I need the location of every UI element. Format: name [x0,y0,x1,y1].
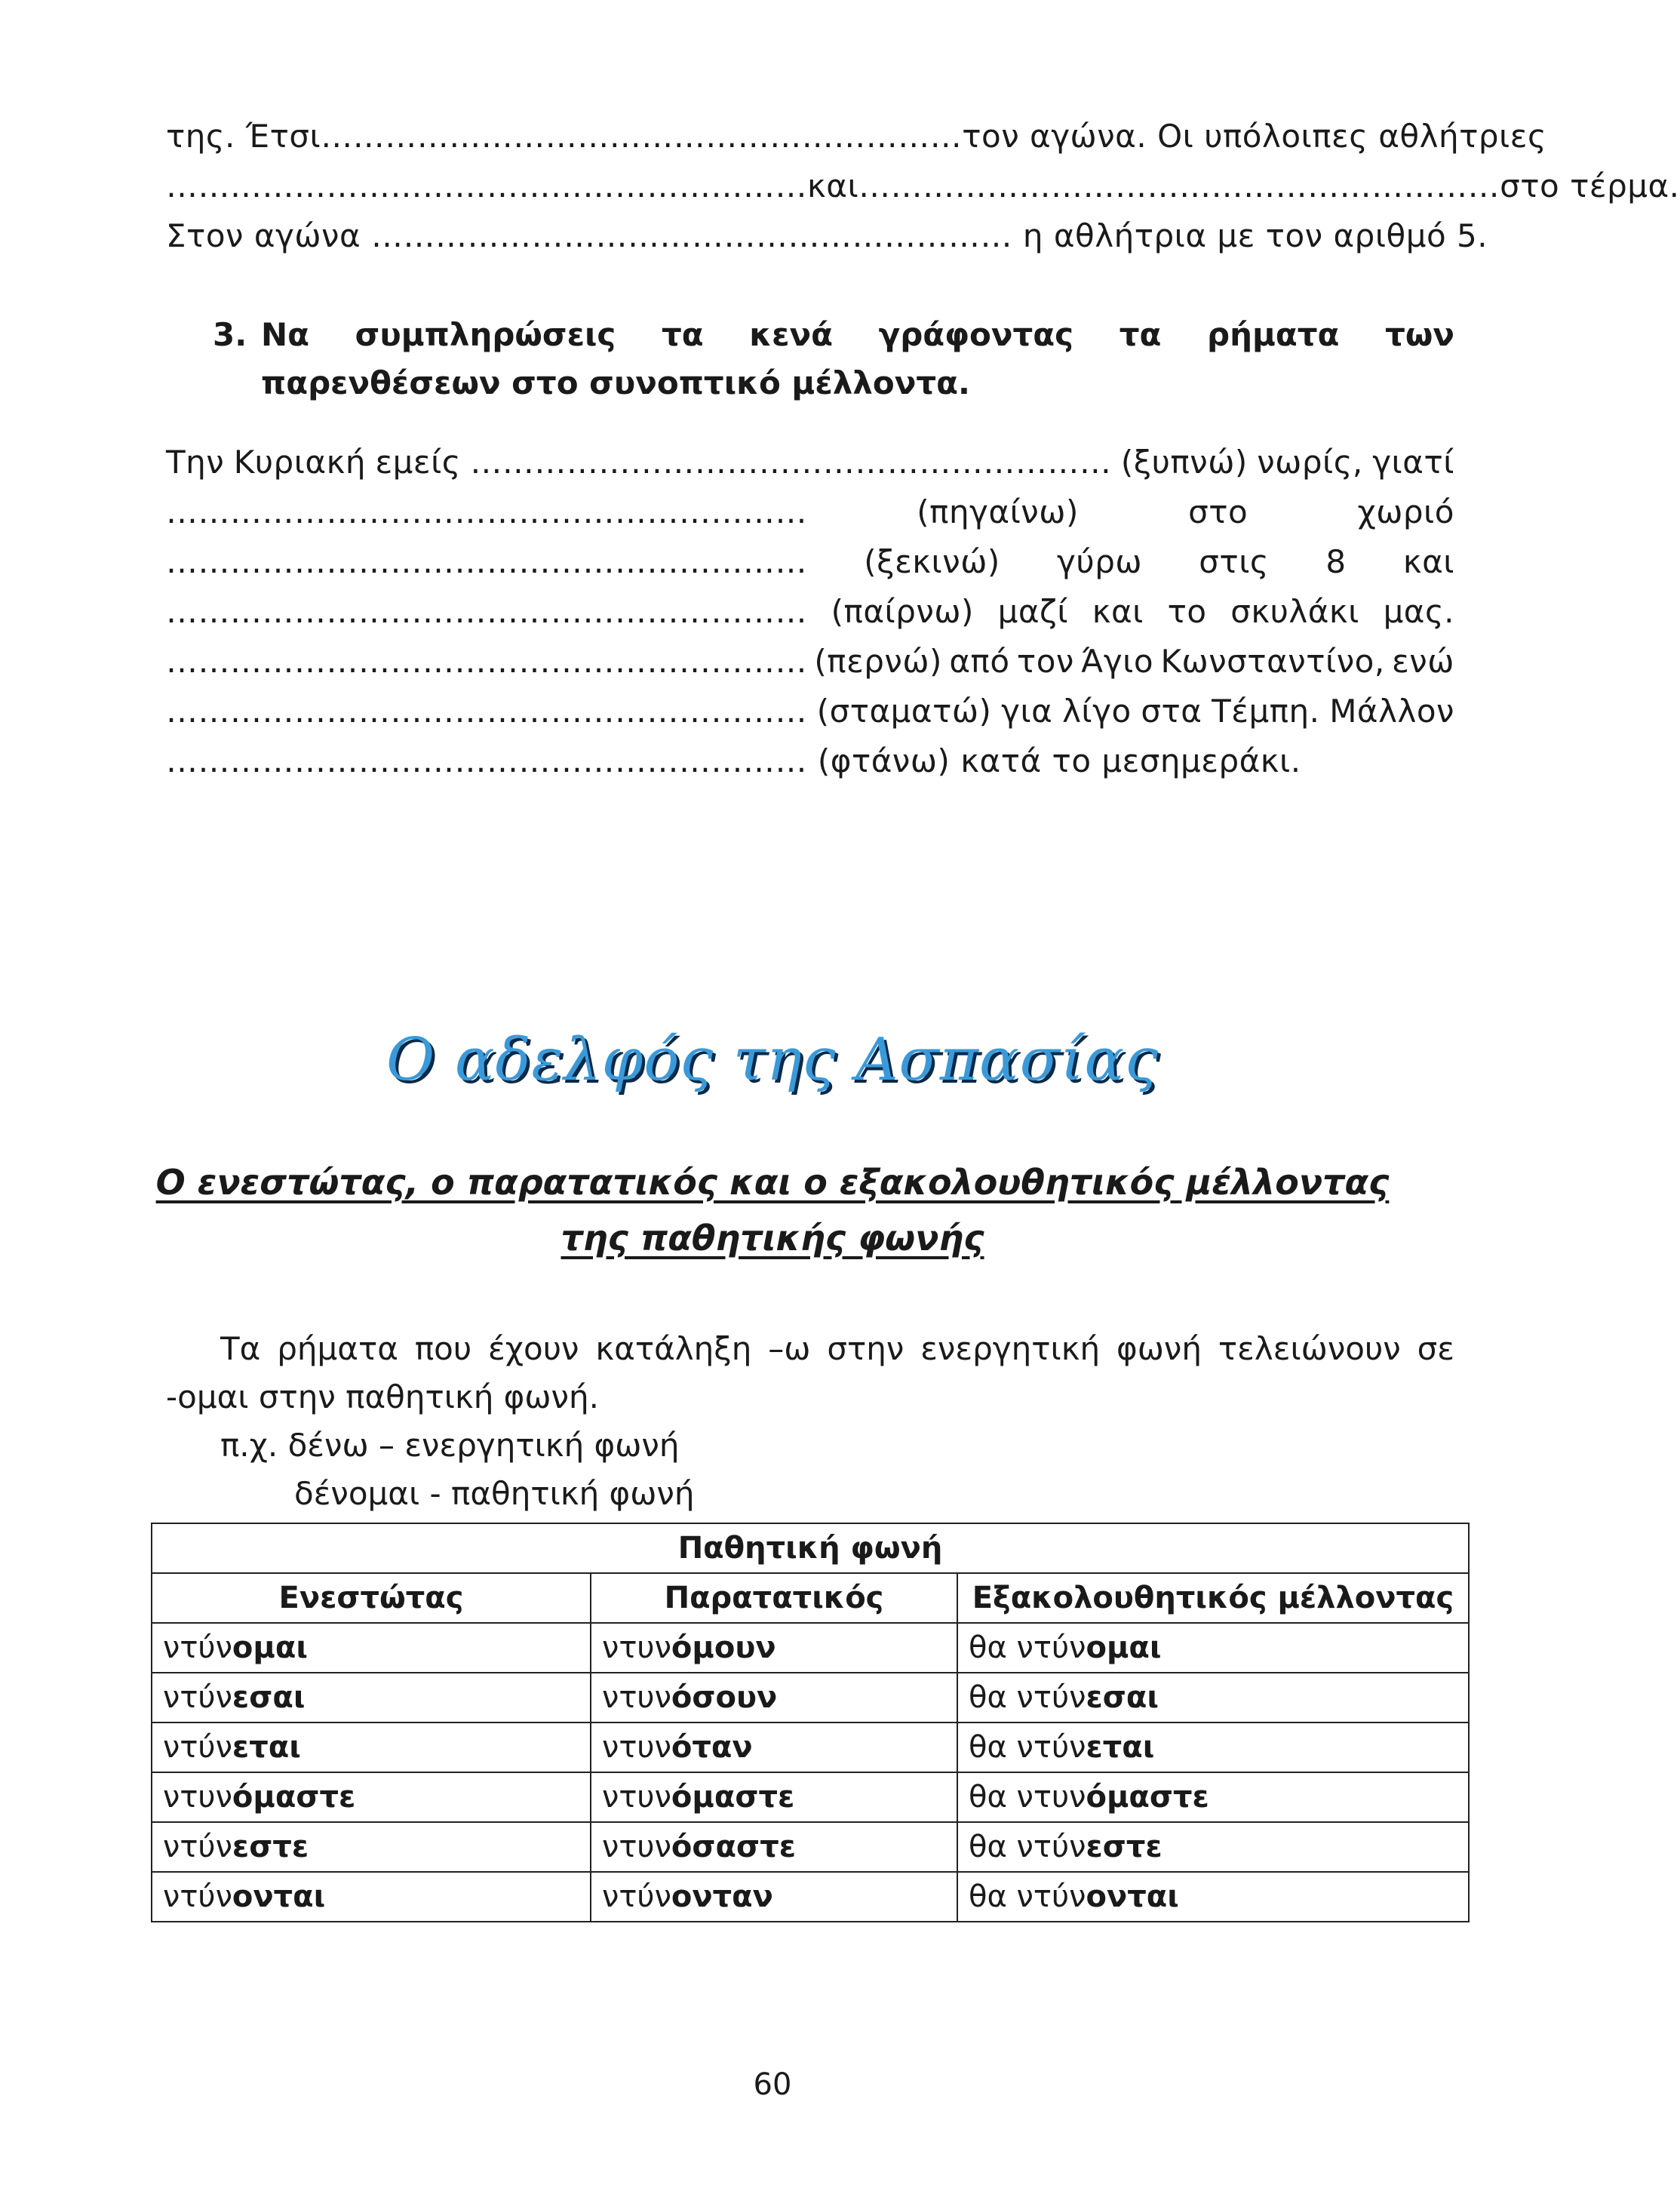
verb-ending: όσαστε [671,1830,796,1864]
example-passive: δένομαι - παθητική φωνή [294,1475,695,1512]
table-caption: Παθητική φωνή [152,1523,1469,1573]
verb-ending: εστε [1086,1830,1162,1864]
fill-in-paragraph [166,438,1454,786]
word: λίγο [1062,693,1132,730]
fill-line-6 [166,687,1454,736]
verb-stem: ντυν [602,1630,671,1665]
table-cell [957,1623,1469,1673]
word: στο [1188,493,1248,530]
table-caption-row [152,1523,1469,1573]
verb-stem: ντύν [163,1630,232,1665]
verb-stem: ντύν [163,1680,232,1715]
verb-stem: ντυν [163,1780,232,1815]
subtitle-line-2: της παθητικής φωνής [561,1218,984,1258]
word: και [1402,543,1454,580]
verb-stem: θα ντύν [969,1630,1086,1665]
blank-dots: …………………………………………………… [321,118,963,155]
word: (παίρνω) [831,593,974,630]
table-cell [957,1722,1469,1772]
previous-exercise-line-3: Στον αγώνα …………………………………………………… η αθλήτρια με τον αριθμό 5. [166,217,1488,254]
word: Κωνσταντίνο, [1160,643,1385,680]
word: μαζί [997,593,1069,630]
task-text: Να συμπληρώσεις τα κενά γράφοντας τα ρήματα των παρενθέσεων στο συνοπτικό μέλλοντα. [261,316,1454,401]
table-cell [957,1822,1469,1872]
task-3-instruction [213,311,1454,407]
table-cell [152,1872,591,1922]
header-imperfect: Παρατατικός [591,1573,957,1623]
word: Κυριακή [233,444,366,481]
text-fragment: της. Έτσι [166,118,321,155]
verb-stem: ντυν [602,1680,671,1715]
table-cell [591,1623,957,1673]
table-cell [591,1772,957,1822]
previous-exercise-text [166,112,1680,261]
table-cell [152,1772,591,1822]
verb-ending: ομαι [232,1630,308,1665]
table-row [152,1722,1469,1772]
intro-line-2: -ομαι στην παθητική φωνή. [166,1378,599,1415]
verb-ending: όταν [671,1730,753,1765]
word: εμείς [375,444,461,481]
fill-line-7: …………………………………………………… (φτάνω) κατά το μεσημεράκι. [166,742,1301,779]
table-cell [957,1772,1469,1822]
word: Άγιο [1081,643,1154,680]
subtitle-line-1: Ο ενεστώτας, ο παρατατικός και ο εξακολουθητικός μέλλοντας [155,1162,1390,1203]
text-fragment: τον αγώνα. Οι υπόλοιπες αθλήτριες [962,118,1547,155]
header-continuous-future: Εξακολουθητικός μέλλοντας [957,1573,1469,1623]
blank-dots: …………………………………………………… [470,444,1112,481]
verb-ending: όμαστε [1086,1780,1209,1815]
table-cell [591,1673,957,1722]
table-cell [591,1722,957,1772]
fill-line-3 [166,537,1454,587]
word: νωρίς, [1257,444,1363,481]
word: μας. [1383,593,1454,630]
verb-stem: θα ντύν [969,1730,1086,1765]
word: χωριό [1357,493,1454,530]
intro-line-1: Τα ρήματα που έχουν κατάληξη –ω στην ενεργητική φωνή τελειώνουν σε [220,1330,1454,1367]
word: (πηγαίνω) [917,493,1079,530]
blank-dots: …………………………………………………… [166,543,807,580]
table-row [152,1872,1469,1922]
word: και [1092,593,1144,630]
table-cell [591,1872,957,1922]
verb-ending: όμαστε [671,1780,795,1815]
table-cell [152,1722,591,1772]
verb-ending: ομαι [1086,1630,1162,1665]
table-cell [152,1822,591,1872]
fill-line-5 [166,637,1454,687]
table-cell [152,1623,591,1673]
page-number: 60 [753,2067,792,2102]
verb-ending: εται [1086,1730,1155,1765]
word: στις [1199,543,1270,580]
word: τον [1016,643,1074,680]
word: Τέμπη. [1212,693,1320,730]
blank-dots: …………………………………………………… [166,693,807,730]
blank-dots: …………………………………………………… [166,493,807,530]
verb-ending: εστε [232,1830,309,1864]
verb-stem: ντυν [602,1780,671,1815]
verb-stem: ντύν [163,1830,232,1864]
word: (ξεκινώ) [864,543,1000,580]
table-cell [957,1673,1469,1722]
blank-dots: …………………………………………………… [166,167,807,204]
verb-stem: θα ντύν [969,1830,1086,1864]
verb-ending: όμαστε [232,1780,356,1815]
verb-ending: ονται [1086,1879,1179,1914]
word: από [949,643,1010,680]
verb-ending: εσαι [1086,1680,1159,1715]
intro-text [166,1325,1454,1518]
word: το [1167,593,1207,630]
example-active: π.χ. δένω – ενεργητική φωνή [220,1427,680,1464]
verb-ending: όσουν [671,1680,778,1715]
word: γύρω [1057,543,1143,580]
table-row [152,1673,1469,1722]
task-number: 3. [213,316,247,353]
table-cell [591,1822,957,1872]
verb-ending: εσαι [232,1680,306,1715]
verb-stem: θα ντυν [969,1780,1086,1815]
verb-ending: εται [232,1730,301,1765]
previous-exercise-line-2 [166,161,1680,211]
table-cell [152,1673,591,1722]
text-fragment: και [807,167,859,204]
verb-stem: ντυν [602,1730,671,1765]
word: ενώ [1392,643,1454,680]
fill-line-4 [166,587,1454,637]
verb-ending: ονταν [671,1879,773,1914]
verb-stem: ντύν [163,1879,232,1914]
fill-line-2 [166,487,1454,537]
table-cell [957,1872,1469,1922]
word: Μάλλον [1329,693,1454,730]
table-row [152,1822,1469,1872]
verb-stem: ντυν [602,1830,671,1864]
text-fragment: στο τέρμα. [1500,167,1680,204]
passive-voice-table [151,1523,1470,1922]
fill-line-1 [166,438,1454,487]
word: Την [166,444,225,481]
table-header-row [152,1573,1469,1623]
verb-stem: ντύν [163,1730,232,1765]
word: για [1001,693,1053,730]
verb-stem: θα ντύν [969,1879,1086,1914]
blank-dots: …………………………………………………… [858,167,1500,204]
verb-ending: όμουν [671,1630,776,1665]
word: σκυλάκι [1230,593,1359,630]
blank-dots: …………………………………………………… [166,593,807,630]
header-present: Ενεστώτας [152,1573,591,1623]
previous-exercise-line-1 [166,112,1547,161]
table-body [152,1623,1469,1922]
table-row [152,1623,1469,1673]
verb-ending: ονται [232,1879,326,1914]
table-row [152,1772,1469,1822]
word: 8 [1325,543,1347,580]
lesson-title: Ο αδελφός της Ασπασίας [386,1026,1159,1094]
word: γιατί [1372,444,1454,481]
word: (περνώ) [814,643,942,680]
blank-dots: …………………………………………………… [166,643,807,680]
word: (σταματώ) [816,693,992,730]
verb-stem: θα ντύν [969,1680,1086,1715]
word: στα [1141,693,1202,730]
word: (ξυπνώ) [1120,444,1248,481]
verb-stem: ντύν [602,1879,671,1914]
